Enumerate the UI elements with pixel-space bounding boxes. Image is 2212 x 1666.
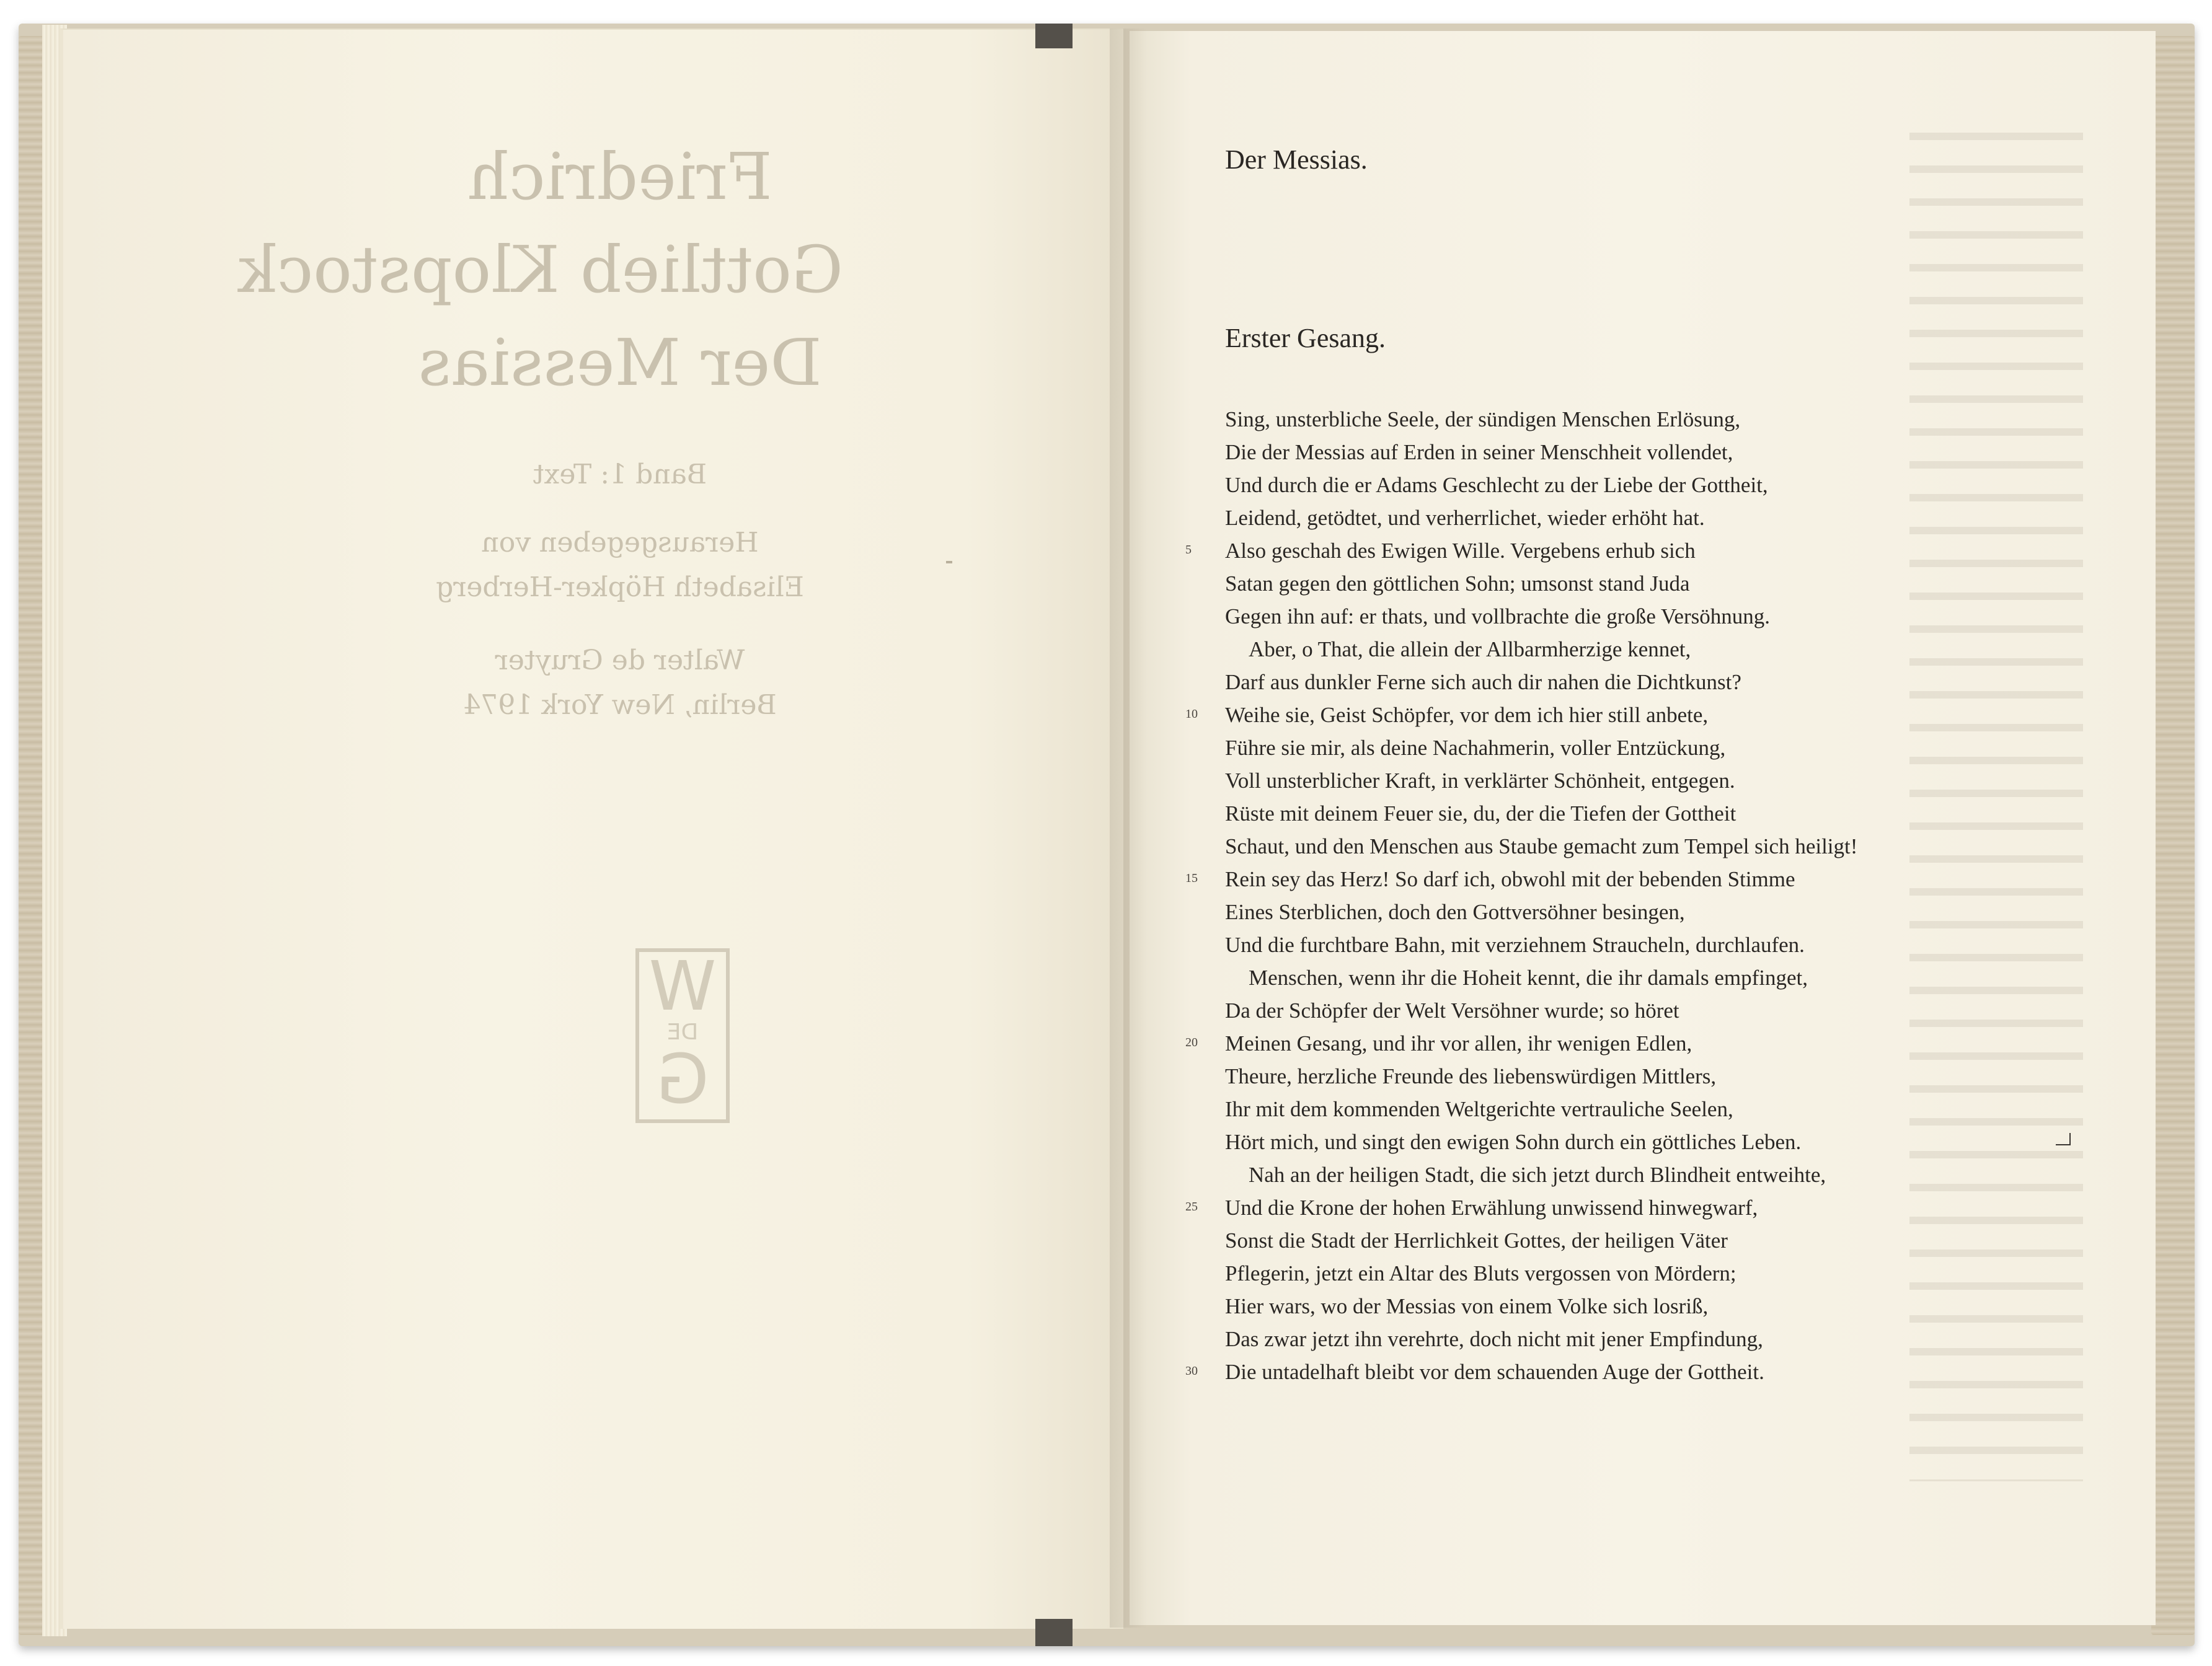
spine-bottom [1035,1619,1073,1646]
verse-line: Sonst die Stadt der Herrlichkeit Gottes, der heiligen Väter [1225,1228,1728,1253]
verse-line: Die der Messias auf Erden in seiner Menschheit vollendet, [1225,440,1733,464]
verse-line: Hier wars, wo der Messias von einem Volke sich losriß, [1225,1294,1709,1318]
ghost-editor-line: Elisabeth Höpker-Herberg [436,571,804,603]
poem-title: Der Messias. [1225,144,1368,175]
ghost-publisher-line: Berlin, New York 1974 [463,689,777,721]
ghost-title-line: Friedrich [467,139,772,214]
verse-line: Da der Schöpfer der Welt Versöhner wurde; so höret [1225,998,1679,1023]
paper-speck [946,561,952,563]
verse-line: Und die Krone der hohen Erwählung unwissend hinwegwarf, [1225,1196,1758,1220]
verse-line: Sing, unsterbliche Seele, der sündigen Menschen Erlösung, [1225,407,1741,431]
line-number: 15 [1185,871,1198,885]
verse-line: Und durch die er Adams Geschlecht zu der Liebe der Gottheit, [1225,473,1768,497]
verse-line: Meinen Gesang, und ihr vor allen, ihr wenigen Edlen, [1225,1031,1692,1056]
logo-letter: G [656,1039,709,1119]
line-number: 25 [1185,1200,1198,1214]
line-number: 30 [1185,1364,1198,1378]
ghost-volume: Band 1: Text [533,459,707,490]
verse-line: Das zwar jetzt ihn verehrte, doch nicht mit jener Empfindung, [1225,1327,1763,1351]
verse-line: Führe sie mir, als deine Nachahmerin, voller Entzückung, [1225,736,1726,760]
cover-edge-right [2151,36,2195,1635]
verse-line: Rüste mit deinem Feuer sie, du, der die Tiefen der Gottheit [1225,801,1736,826]
line-number: 10 [1185,707,1198,721]
bleed-through-text [1909,118,2083,1481]
verse-line: Darf aus dunkler Ferne sich auch dir nahen die Dichtkunst? [1225,670,1741,694]
verse-line: Und die furchtbare Bahn, mit verziehnem Straucheln, durchlaufen. [1225,933,1805,957]
margin-mark [2056,1133,2071,1145]
verse-line: Menschen, wenn ihr die Hoheit kennt, die ihr damals empfinget, [1249,966,1808,990]
verse-line: Ihr mit dem kommenden Weltgerichte vertrauliche Seelen, [1225,1097,1733,1121]
verse-line: Weihe sie, Geist Schöpfer, vor dem ich hier still anbete, [1225,703,1709,727]
verse-line: Gegen ihn auf: er thats, und vollbrachte die große Versöhnung. [1225,604,1770,628]
ghost-publisher-line: Walter de Gruyter [495,645,745,676]
verse-line: Nah an der heiligen Stadt, die sich jetzt durch Blindheit entweihte, [1249,1163,1826,1187]
verse-line: Schaut, und den Menschen aus Staube gemacht zum Tempel sich heiligt! [1225,834,1858,858]
logo-letter: DE [666,1020,699,1045]
verse-line: Also geschah des Ewigen Wille. Vergebens erhub sich [1225,539,1696,563]
publisher-logo-show-through [635,948,730,1123]
verse-line: Hört mich, und singt den ewigen Sohn durch ein göttliches Leben. [1225,1130,1802,1154]
verse-line: Pflegerin, jetzt ein Altar des Bluts vergossen von Mördern; [1225,1261,1736,1285]
verse-line: Aber, o That, die allein der Allbarmherzige kennet, [1249,637,1691,661]
ghost-title-line: Der Messias [418,325,822,400]
gutter-shadow [1110,29,1147,1628]
verse-line: Eines Sterblichen, doch den Gottversöhner besingen, [1225,900,1685,924]
verse-line: Die untadelhaft bleibt vor dem schauenden Auge der Gottheit. [1225,1360,1764,1384]
line-number: 20 [1185,1036,1198,1049]
verse-line: Rein sey das Herz! So darf ich, obwohl mit der bebenden Stimme [1225,867,1795,891]
spine-top [1035,24,1073,48]
ghost-editor-line: Herausgegeben von [481,527,759,558]
verse-line: Satan gegen den göttlichen Sohn; umsonst stand Juda [1225,571,1690,596]
line-number: 5 [1185,543,1192,557]
verse-line: Theure, herzliche Freunde des liebenswürdigen Mittlers, [1225,1064,1717,1088]
logo-letter: W [648,946,717,1026]
canto-heading: Erster Gesang. [1225,323,1386,353]
verse-line: Voll unsterblicher Kraft, in verklärter Schönheit, entgegen. [1225,769,1735,793]
ghost-title-line: Gottlieb Klopstock [237,232,843,307]
verse-line: Leidend, getödtet, und verherrlichet, wieder erhöht hat. [1225,506,1705,530]
